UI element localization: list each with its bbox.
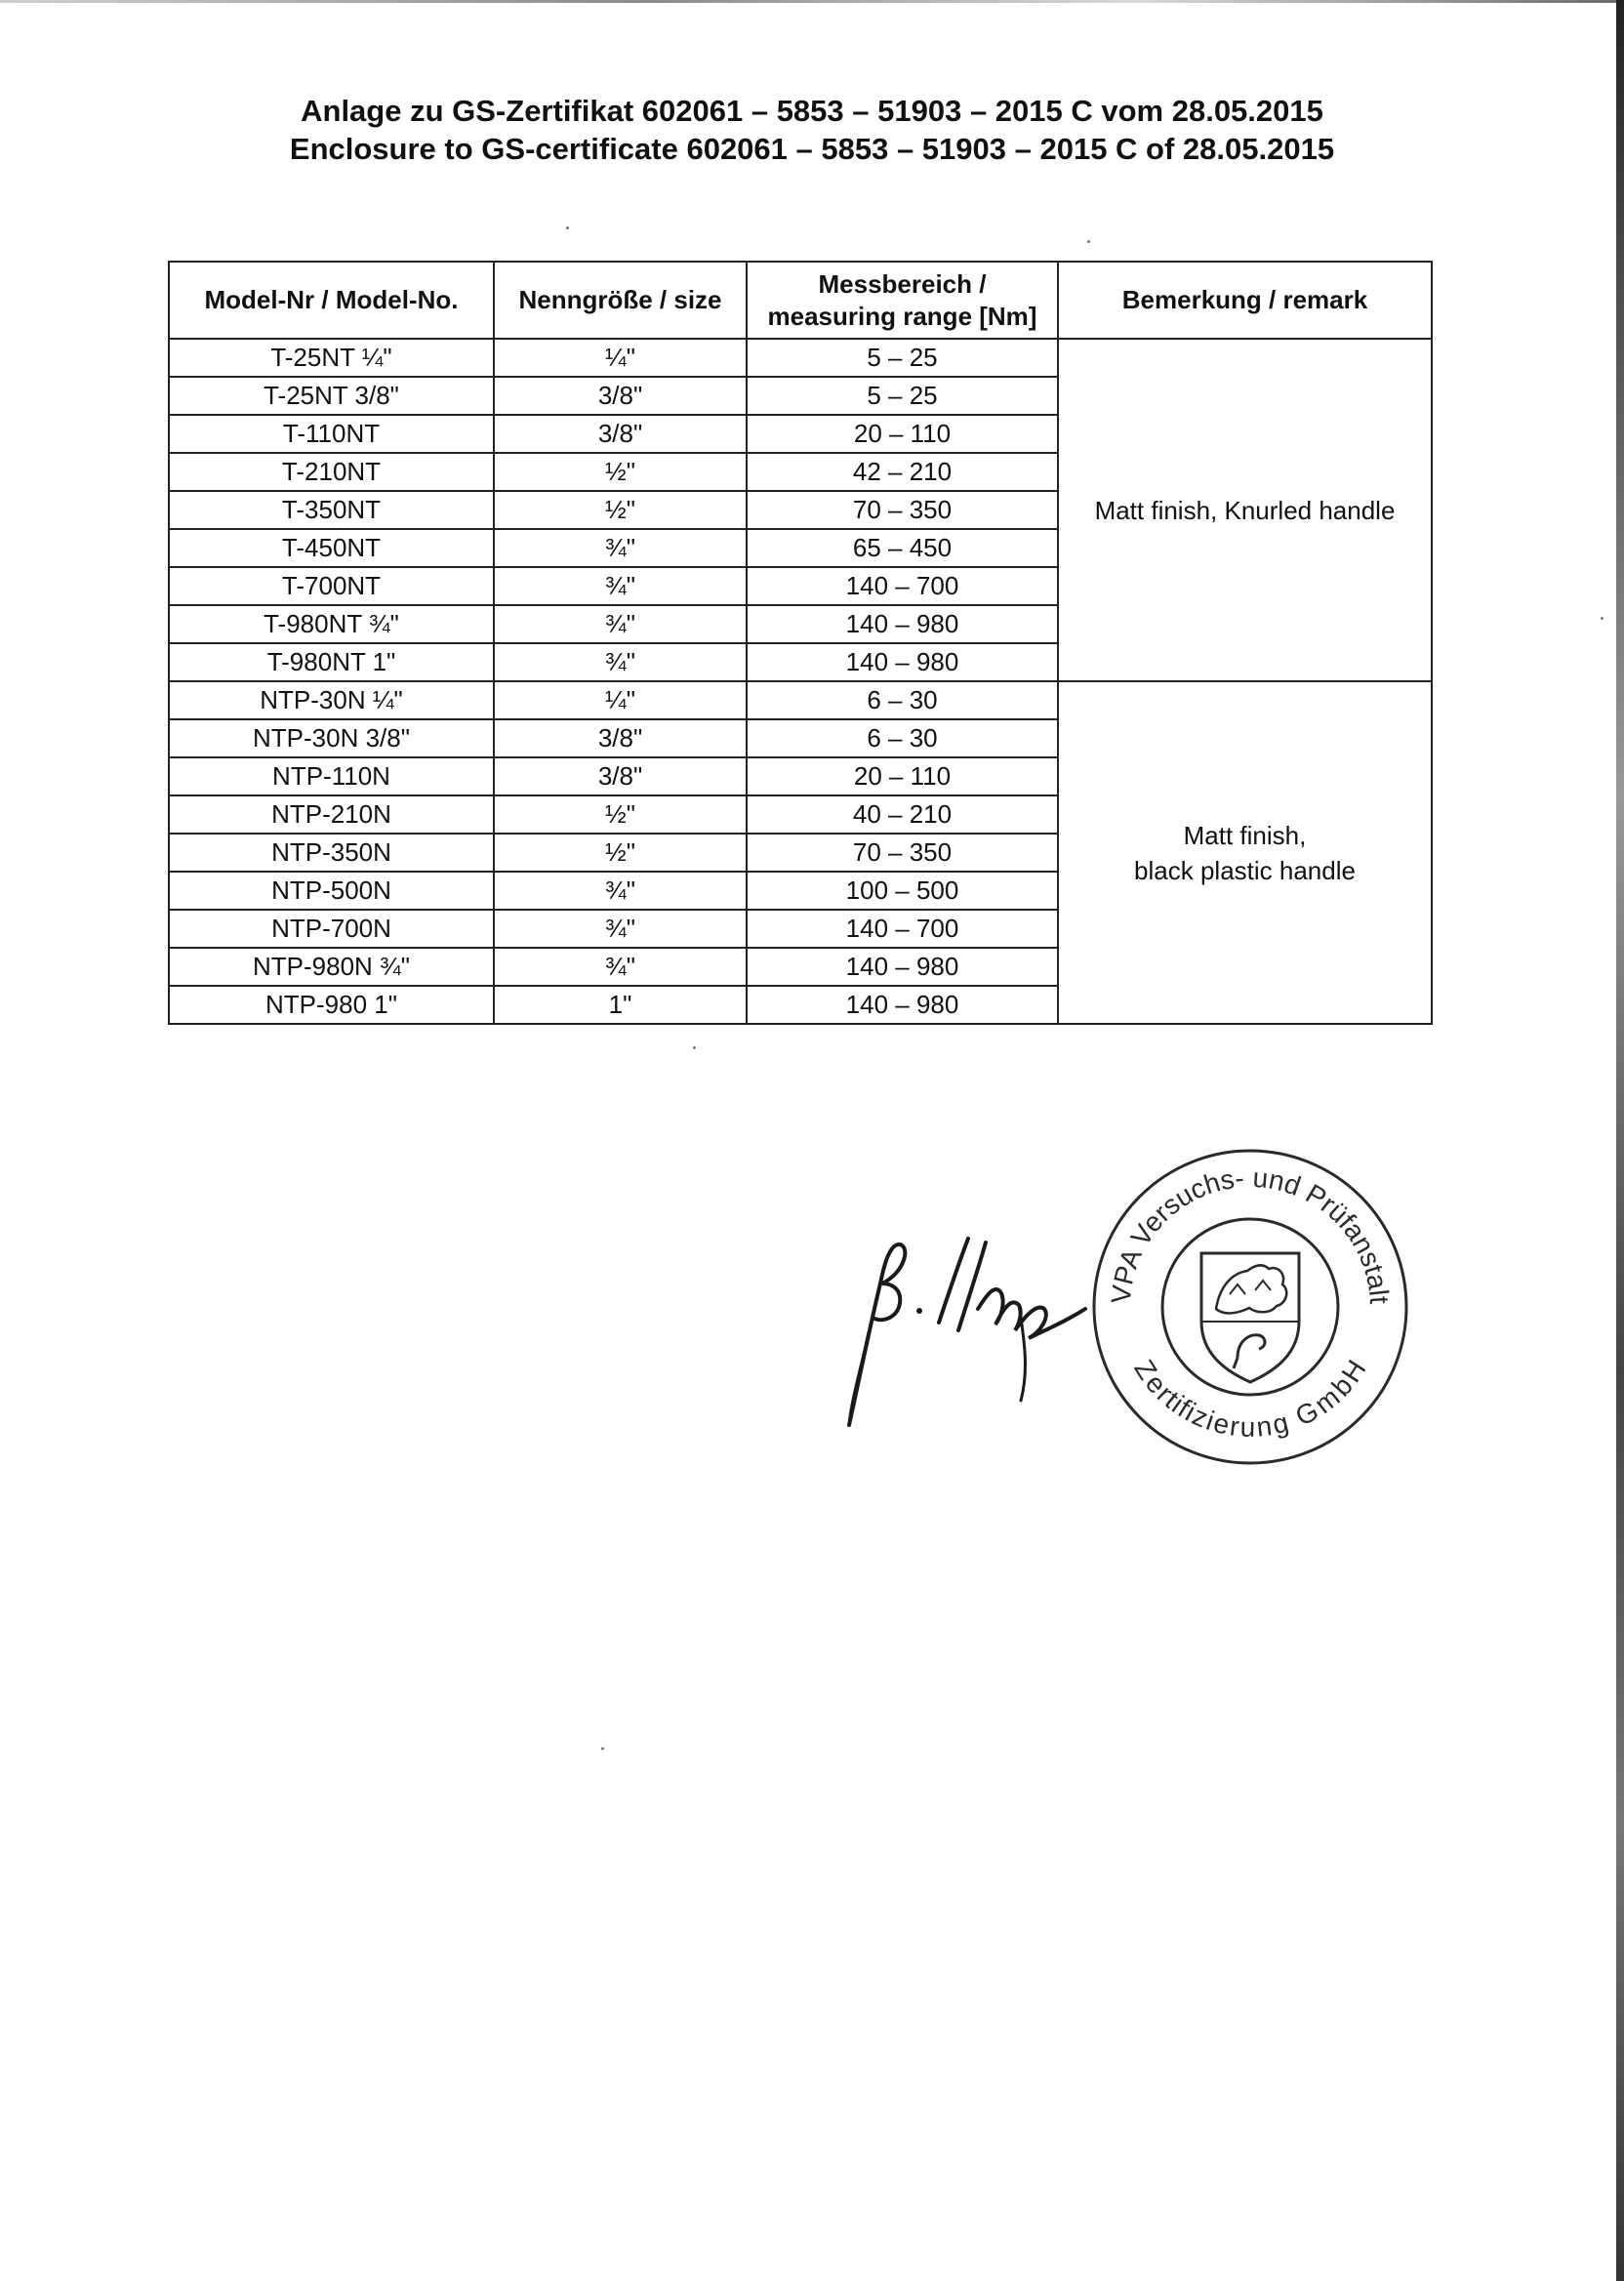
model-cell: NTP-350N <box>169 834 494 872</box>
range-cell: 100 – 500 <box>747 872 1058 910</box>
model-cell: T-700NT <box>169 567 494 605</box>
model-cell: NTP-700N <box>169 910 494 948</box>
remark-line2: black plastic handle <box>1134 855 1356 885</box>
range-cell: 20 – 110 <box>747 757 1058 795</box>
header-range-line2: measuring range [Nm] <box>767 301 1037 331</box>
model-cell: T-350NT <box>169 491 494 529</box>
model-cell: T-25NT ¼" <box>169 339 494 377</box>
range-cell: 140 – 980 <box>747 643 1058 681</box>
size-cell: 1" <box>494 986 747 1024</box>
model-specification-table <box>168 261 1433 1025</box>
header-size: Nenngröße / size <box>494 262 747 339</box>
remark-cell-knurled: Matt finish, Knurled handle <box>1058 339 1432 681</box>
shield-emblem-icon <box>1201 1253 1299 1382</box>
header-range <box>747 262 1058 339</box>
size-cell: ½" <box>494 453 747 491</box>
document-title-german: Anlage zu GS-Zertifikat 602061 – 5853 – 51903 – 2015 C vom 28.05.2015 <box>301 94 1323 128</box>
size-cell: ½" <box>494 795 747 834</box>
size-cell: ¾" <box>494 567 747 605</box>
size-cell: ½" <box>494 834 747 872</box>
header-remark: Bemerkung / remark <box>1058 262 1432 339</box>
scan-speck <box>693 1046 696 1049</box>
scan-speck <box>1087 240 1090 243</box>
scan-speck <box>1601 617 1604 620</box>
range-cell: 6 – 30 <box>747 681 1058 719</box>
range-cell: 40 – 210 <box>747 795 1058 834</box>
range-cell: 6 – 30 <box>747 719 1058 757</box>
table-row <box>169 681 1432 719</box>
scan-edge-top <box>0 0 1624 3</box>
header-model: Model-Nr / Model-No. <box>169 262 494 339</box>
stamp-top-text: VPA Versuchs- und Prüfanstalt <box>1105 1161 1395 1305</box>
scan-edge-right <box>1616 0 1624 2281</box>
model-cell: T-25NT 3/8" <box>169 377 494 415</box>
model-cell: NTP-500N <box>169 872 494 910</box>
model-cell: T-980NT ¾" <box>169 605 494 643</box>
header-range-line1: Messbereich / <box>818 268 987 299</box>
model-cell: T-210NT <box>169 453 494 491</box>
scan-speck <box>601 1747 604 1750</box>
range-cell: 70 – 350 <box>747 834 1058 872</box>
remark-cell-plastic <box>1058 681 1432 1024</box>
model-cell: NTP-110N <box>169 757 494 795</box>
remark-line1: Matt finish, <box>1183 820 1307 850</box>
model-cell: NTP-210N <box>169 795 494 834</box>
range-cell: 65 – 450 <box>747 529 1058 567</box>
handwritten-signature <box>830 1215 1103 1435</box>
range-cell: 140 – 700 <box>747 910 1058 948</box>
range-cell: 140 – 980 <box>747 948 1058 986</box>
range-cell: 42 – 210 <box>747 453 1058 491</box>
size-cell: 3/8" <box>494 757 747 795</box>
size-cell: ¼" <box>494 681 747 719</box>
range-cell: 70 – 350 <box>747 491 1058 529</box>
document-title-english: Enclosure to GS-certificate 602061 – 5853 – 51903 – 2015 C of 28.05.2015 <box>289 132 1335 166</box>
size-cell: ¾" <box>494 643 747 681</box>
size-cell: 3/8" <box>494 415 747 453</box>
table-row <box>169 339 1432 377</box>
range-cell: 140 – 700 <box>747 567 1058 605</box>
model-cell: NTP-980 1" <box>169 986 494 1024</box>
size-cell: ¾" <box>494 529 747 567</box>
model-cell: T-980NT 1" <box>169 643 494 681</box>
size-cell: ¾" <box>494 910 747 948</box>
model-cell: NTP-30N 3/8" <box>169 719 494 757</box>
size-cell: ¾" <box>494 948 747 986</box>
model-cell: NTP-980N ¾" <box>169 948 494 986</box>
range-cell: 20 – 110 <box>747 415 1058 453</box>
table-header-row <box>169 262 1432 339</box>
size-cell: ¾" <box>494 605 747 643</box>
size-cell: ¾" <box>494 872 747 910</box>
model-cell: T-110NT <box>169 415 494 453</box>
range-cell: 5 – 25 <box>747 339 1058 377</box>
stamp-bottom-text: Zertifizierung GmbH <box>1128 1354 1372 1443</box>
range-cell: 140 – 980 <box>747 605 1058 643</box>
size-cell: ¼" <box>494 339 747 377</box>
size-cell: ½" <box>494 491 747 529</box>
size-cell: 3/8" <box>494 719 747 757</box>
vpa-certification-stamp <box>1091 1148 1409 1466</box>
model-cell: NTP-30N ¼" <box>169 681 494 719</box>
model-cell: T-450NT <box>169 529 494 567</box>
range-cell: 140 – 980 <box>747 986 1058 1024</box>
range-cell: 5 – 25 <box>747 377 1058 415</box>
scan-speck <box>566 226 569 229</box>
size-cell: 3/8" <box>494 377 747 415</box>
